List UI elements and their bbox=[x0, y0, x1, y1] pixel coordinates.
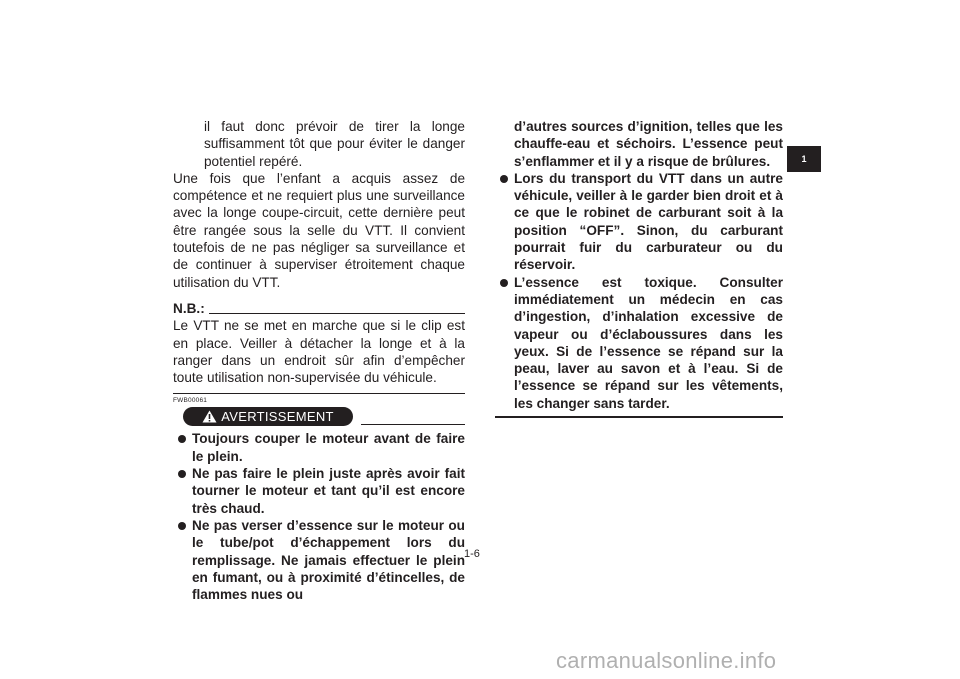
left-column bbox=[173, 118, 465, 603]
bullet-icon bbox=[178, 435, 186, 443]
bullet-continuation: d’autres sources d’ignition, telles que les chauffe-eau et séchoirs. L’essence peut s’enflammer et il y a risque de brûlures. bbox=[514, 119, 783, 169]
warning-triangle-icon bbox=[202, 410, 217, 423]
bullet-icon bbox=[178, 522, 186, 530]
list-item: L’essence est toxique. Consulter immédiatement un médecin en cas d’ingestion, d’inhalation excessive de vapeur ou d’éclaboussures dans les yeux. Si de l’essence se répand sur la peau, laver au savon et à l’eau. Si de l’essence se répand sur les vêtements, les changer sans tarder. bbox=[495, 274, 783, 412]
chapter-tab: 1 bbox=[787, 146, 821, 172]
intro-text: il faut donc prévoir de tirer la longe suffisamment tôt que pour éviter le danger potentiel repéré. bbox=[204, 119, 465, 169]
list-item: Lors du transport du VTT dans un autre véhicule, veiller à le garder bien droit et à ce que le robinet de carburant soit à la position “OFF”. Sinon, du carburant pourrait fuir du carburateur ou du réservoir. bbox=[495, 170, 783, 274]
warning-list-right bbox=[495, 170, 783, 412]
list-item: Ne pas faire le plein juste après avoir fait tourner le moteur et tant qu’il est encore très chaud. bbox=[173, 465, 465, 517]
nb-text: Le VTT ne se met en marche que si le clip est en place. Veiller à détacher la longe et à la ranger dans un endroit sûr afin d’empêcher toute utilisation non-supervisée du véhicule. bbox=[173, 318, 465, 386]
warning-header bbox=[173, 407, 465, 426]
nb-rule bbox=[209, 313, 465, 314]
bullet-icon bbox=[500, 279, 508, 287]
child-supervision-paragraph: Une fois que l’enfant a acquis assez de compétence et ne requiert plus une surveillance avec la longe coupe-circuit, cette dernière peut être rangée sous la selle du VTT. Il convient toutefois de ne pas négliger sa surveillance et de continuer à superviser étroitement chaque utilisation du VTT. bbox=[173, 170, 465, 290]
page-number: 1-6 bbox=[464, 548, 480, 560]
warning-rule bbox=[361, 424, 465, 425]
bullet-icon bbox=[178, 470, 186, 478]
list-item: Toujours couper le moteur avant de faire le plein. bbox=[173, 430, 465, 465]
warning-badge bbox=[183, 407, 353, 426]
watermark: carmanualsonline.info bbox=[556, 648, 777, 673]
nb-heading bbox=[173, 300, 465, 317]
list-item: Ne pas verser d’essence sur le moteur ou le tube/pot d’échappement lors du remplissage. Ne jamais effectuer le plein en fumant, ou à proximité d’étincelles, de flammes nues ou bbox=[173, 517, 465, 603]
warning-label: AVERTISSEMENT bbox=[221, 409, 334, 425]
bullet-icon bbox=[500, 175, 508, 183]
warning-code: FWB00061 bbox=[173, 397, 208, 405]
nb-label: N.B.: bbox=[173, 300, 205, 316]
right-column bbox=[495, 118, 783, 418]
warning-end-rule bbox=[495, 416, 783, 418]
warning-list-left bbox=[173, 430, 465, 603]
nb-end-rule bbox=[173, 393, 465, 394]
